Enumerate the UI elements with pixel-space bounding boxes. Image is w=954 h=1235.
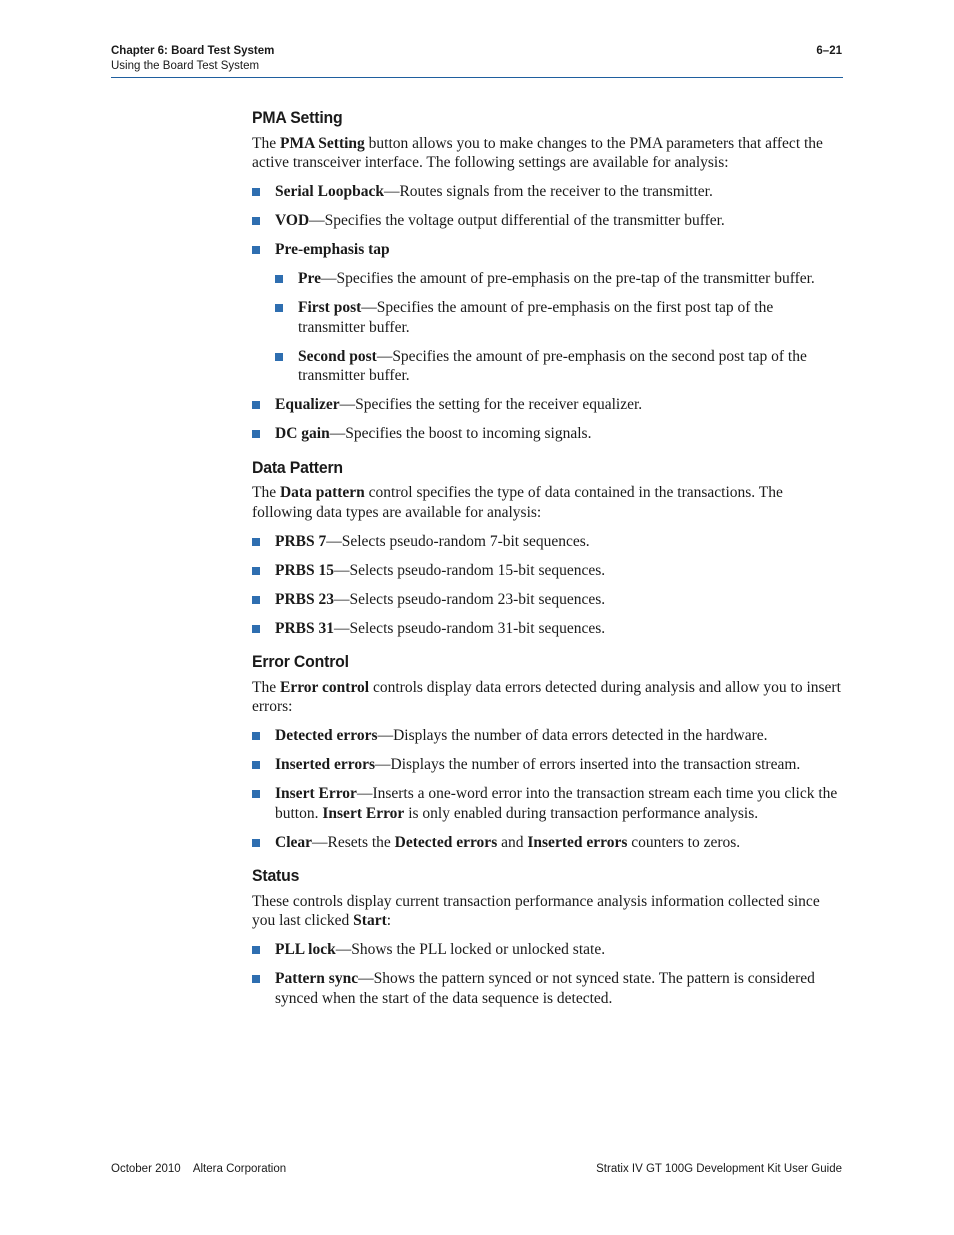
running-header <box>111 44 274 73</box>
page-number: 6–21 <box>816 45 842 57</box>
pma-settings-list <box>252 182 844 444</box>
list-item: PRBS 15—Selects pseudo-random 15-bit sequences. <box>252 561 844 581</box>
header-rule <box>111 77 843 78</box>
data-pattern-intro: The Data pattern control specifies the type of data contained in the transactions. The following data types are available for analysis: <box>252 484 783 521</box>
error-control-intro: The Error control controls display data errors detected during analysis and allow you to insert errors: <box>252 678 841 715</box>
list-item: PLL lock—Shows the PLL locked or unlocked state. <box>252 940 844 960</box>
page-body <box>252 106 844 1008</box>
list-item: VOD—Specifies the voltage output differential of the transmitter buffer. <box>252 211 844 231</box>
error-control-list <box>252 726 844 852</box>
list-item: Serial Loopback—Routes signals from the receiver to the transmitter. <box>252 182 844 202</box>
section-title: Using the Board Test System <box>111 59 260 72</box>
list-item: Pattern sync—Shows the pattern synced or not synced state. The pattern is considered synced when the start of the data sequence is detected. <box>252 969 844 1008</box>
pre-emphasis-sublist <box>275 269 844 386</box>
data-pattern-list <box>252 532 844 639</box>
list-item: PRBS 23—Selects pseudo-random 23-bit sequences. <box>252 590 844 610</box>
list-item: Detected errors—Displays the number of data errors detected in the hardware. <box>252 726 844 746</box>
chapter-title: Chapter 6: Board Test System <box>111 45 275 57</box>
list-item: PRBS 31—Selects pseudo-random 31-bit sequences. <box>252 619 844 639</box>
data-pattern-heading: Data Pattern <box>252 457 343 477</box>
list-item: Pre-emphasis tap Pre—Specifies the amount of pre-emphasis on the pre-tap of the transmitter buffer. First post—Specifies the amount of pre-emphasis on the first post tap of the transmitter buffer. Second post—Specifies the amount of pre-emphasis on the second post tap of the transmitter buffer. <box>252 240 844 386</box>
status-heading: Status <box>252 866 300 885</box>
list-item: Inserted errors—Displays the number of errors inserted into the transaction stream. <box>252 755 844 775</box>
list-item: First post—Specifies the amount of pre-emphasis on the first post tap of the transmitter buffer. <box>275 298 844 337</box>
status-list <box>252 940 844 1008</box>
list-item: Insert Error—Inserts a one-word error into the transaction stream each time you click the button. Insert Error is only enabled during transaction performance analysis. <box>252 784 844 823</box>
list-item: Pre—Specifies the amount of pre-emphasis on the pre-tap of the transmitter buffer. <box>275 269 844 289</box>
list-item: PRBS 7—Selects pseudo-random 7-bit sequences. <box>252 532 844 552</box>
list-item: Clear—Resets the Detected errors and Inserted errors counters to zeros. <box>252 833 844 853</box>
error-control-heading: Error Control <box>252 652 349 671</box>
list-item: Equalizer—Specifies the setting for the receiver equalizer. <box>252 395 844 415</box>
pma-setting-intro: The PMA Setting button allows you to make changes to the PMA parameters that affect the active transceiver interface. The following settings are available for analysis: <box>252 134 823 171</box>
footer-left: October 2010 Altera Corporation <box>111 1163 287 1175</box>
pma-setting-heading: PMA Setting <box>252 108 343 127</box>
status-intro: These controls display current transaction performance analysis information collected since you last clicked Start: <box>252 892 820 929</box>
footer-right: Stratix IV GT 100G Development Kit User Guide <box>596 1163 842 1175</box>
list-item: Second post—Specifies the amount of pre-emphasis on the second post tap of the transmitter buffer. <box>275 347 844 386</box>
list-item: DC gain—Specifies the boost to incoming signals. <box>252 424 844 444</box>
